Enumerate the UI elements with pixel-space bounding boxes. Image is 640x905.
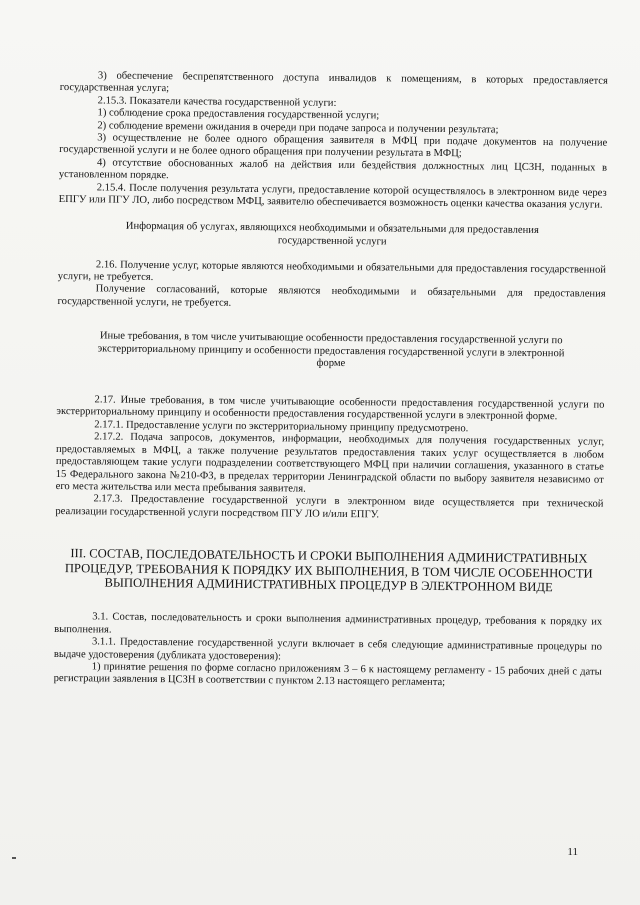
paragraph: 2.15.3. Показатели качества государственной услуги: <box>97 95 337 109</box>
paragraph: 2) соблюдение времени ожидания в очереди при подаче запроса и получении результата; <box>97 120 499 136</box>
document-body <box>54 70 608 691</box>
paragraph: 4) отсутствие обоснованных жалоб на действия или бездействия должностных лиц ЦСЗН, поданных в установленном порядке. <box>58 157 608 182</box>
subheading-other-requirements: Иные требования, в том числе учитывающие особенности предоставления государственной услуги по экстерриториальному принципу и особенности предоставления государственной услуги в электронной форме <box>97 330 565 370</box>
paragraph: 2.17.2. Подача запросов, документов, информации, необходимых для получения государственных услуг, предоставляемых в МФЦ, а также получение результатов предоставления таких услуг осуществляется в любом предоставляющем такие услуги подразделении соответствующего МФЦ при наличии соглашения, указанного в статье 15 Федерального закона №210-ФЗ, в пределах территории Ленинградской области по выбору заявителя независимо от его места жительства или места пребывания заявителя. <box>55 431 605 495</box>
paragraph: 3.1.1. Предоставление государственной услуги включает в себя следующие административные процедуры по выдаче удостоверения (дубликата удостоверения): <box>53 636 603 662</box>
paragraph: Получение согласований, которые являются необходимыми и обязательными для предоставления государственной услуги, не требуется. <box>57 283 606 309</box>
paragraph: 2.17.3. Предоставление государственной услуги в электронном виде осуществляется при технической реализации государственной услуги посредством ПГУ ЛО и/или ЕПГУ. <box>55 493 604 521</box>
paragraph: 3.1. Состав, последовательность и сроки выполнения административных процедур, требования к порядку их выполнения. <box>54 611 603 636</box>
required-services-block <box>58 259 606 314</box>
paragraph: 2.16. Получение услуг, которые являются необходимыми и обязательными для предоставления государственной услуги, не требуется. <box>57 259 606 284</box>
scan-artifact <box>12 857 16 859</box>
paragraph: 3) обеспечение беспрепятственного доступа инвалидов к помещениям, в которых предоставляется государственная услуга; <box>59 70 608 95</box>
paragraph: 1) принятие решения по форме согласно приложениям 3 – 6 к настоящему регламенту - 15 рабочих дней с даты регистрации заявления в ЦСЗН в соответствии с пунктом 2.13 настоящего регламента; <box>53 661 602 689</box>
section-three-block <box>54 611 603 691</box>
subheading-required-services: Информация об услугах, являющихся необходимыми и обязательными для предоставления государственной услуги <box>125 221 539 248</box>
paragraph: 3) осуществление не более одного обращения заявителя в МФЦ при подаче документов на получение государственной услуги и не более одного обращения при получении результата в МФЦ; <box>59 132 608 160</box>
quality-indicators-block <box>59 70 608 212</box>
other-requirements-block <box>55 394 604 524</box>
paragraph: 2.15.4. После получения результата услуги, предоставление которой осуществлялось в электронном виде через ЕПГУ или ПГУ ЛО, либо посредством МФЦ, заявителю обеспечивается возможность оценки качества оказания услуги. <box>58 182 607 211</box>
page-number: 11 <box>567 846 578 858</box>
paragraph: 1) соблюдение срока предоставления государственной услуги; <box>97 107 380 122</box>
section-title: III. СОСТАВ, ПОСЛЕДОВАТЕЛЬНОСТЬ И СРОКИ ВЫПОЛНЕНИЯ АДМИНИСТРАТИВНЫХ ПРОЦЕДУР, ТРЕБОВАНИЯ К ПОРЯДКУ ИХ ВЫПОЛНЕНИЯ, В ТОМ ЧИСЛЕ ОСОБЕННОСТИ ВЫПОЛНЕНИЯ АДМИНИСТРАТИВНЫХ ПРОЦЕДУР В ЭЛЕКТРОННОМ ВИДЕ <box>64 546 593 595</box>
paragraph: 2.17.1. Предоставление услуги по экстерриториальному принципу предусмотрено. <box>94 419 469 435</box>
paragraph: 2.17. Иные требования, в том числе учитывающие особенности предоставления государственной услуги по экстерриториальному принципу и особенности предоставления государственной услуги в электронной форме. <box>56 394 605 423</box>
